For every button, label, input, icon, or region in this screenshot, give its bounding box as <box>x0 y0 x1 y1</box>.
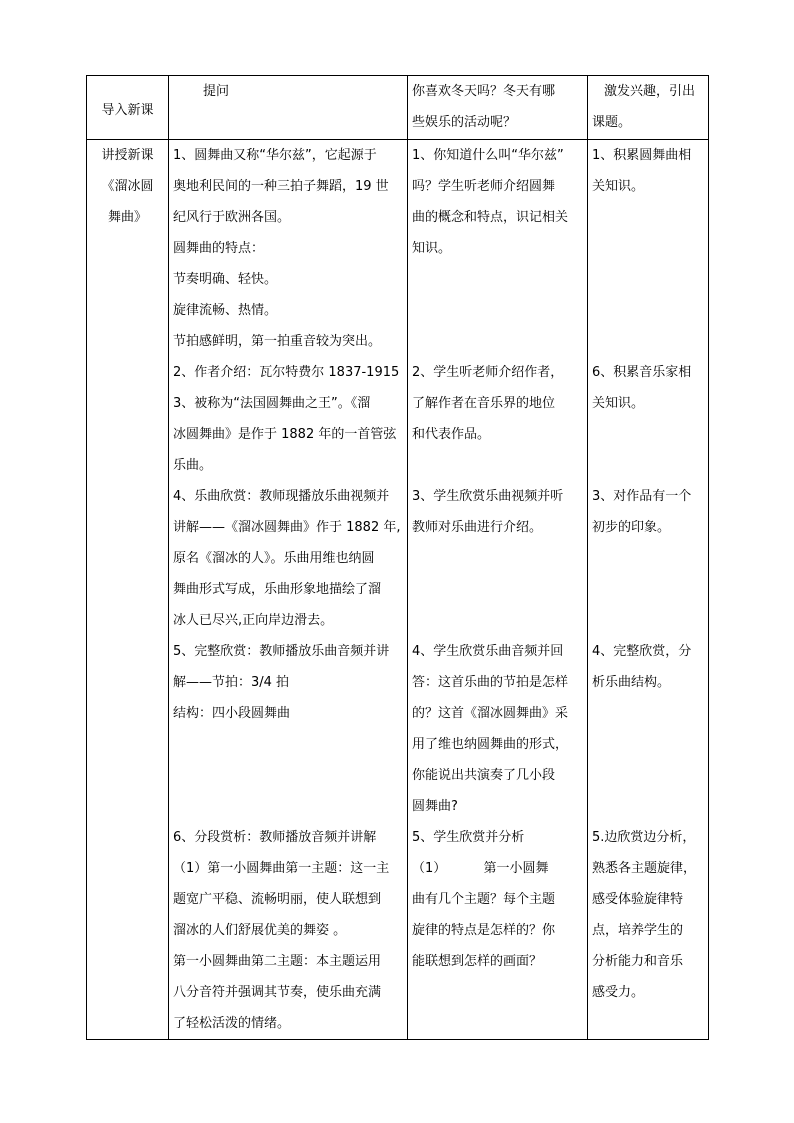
student-line: 4、学生欣赏乐曲音频并回 <box>412 644 564 659</box>
goal-line: 4、完整欣赏，分 <box>592 644 692 659</box>
goal-line: 3、对作品有一个 <box>592 489 692 504</box>
student-line: 的？这首《溜冰圆舞曲》采 <box>412 706 569 721</box>
intro-goal-line: 激发兴趣，引出 <box>604 84 696 99</box>
student-line: 教师对乐曲进行介绍。 <box>412 520 543 535</box>
teacher-line: 纪风行于欧洲各国。 <box>173 210 291 225</box>
student-line: 旋律的特点是怎样的？你 <box>412 923 556 938</box>
teacher-line: 舞曲形式写成，乐曲形象地描绘了溜 <box>173 582 382 597</box>
teacher-line: 6、分段赏析：教师播放音频并讲解 <box>173 830 377 845</box>
main-row <box>87 140 709 1040</box>
main-stage-line: 讲授新课 <box>101 148 154 163</box>
intro-stage-cell <box>87 76 169 140</box>
main-stage-line: 舞曲》 <box>107 210 147 225</box>
student-line: 和代表作品。 <box>412 427 491 442</box>
teacher-line: 冰圆舞曲》是作于 1882 年的一首管弦 <box>173 427 397 442</box>
teacher-line: 题宽广平稳、流畅明丽，使人联想到 <box>173 892 382 907</box>
teacher-line: 奥地利民间的一种三拍子舞蹈，19 世 <box>173 179 389 194</box>
teacher-activity-cell <box>169 140 408 1040</box>
teacher-section-1 <box>173 140 403 326</box>
intro-activity: 提问 <box>203 84 230 99</box>
teacher-line: 冰人已尽兴,正向岸边滑去。 <box>173 613 334 628</box>
teacher-line: 旋律流畅、热情。 <box>173 303 278 318</box>
student-line: 用了维也纳圆舞曲的形式， <box>412 737 569 752</box>
goal-section-5 <box>592 822 704 1008</box>
student-line: 3、学生欣赏乐曲视频并听 <box>412 489 564 504</box>
intro-stage: 导入新课 <box>101 103 154 118</box>
intro-student-cell <box>408 76 588 140</box>
teacher-line: 节拍感鲜明，第一拍重音较为突出。 <box>173 334 382 349</box>
intro-row <box>87 76 709 140</box>
teacher-line: 3、被称为“法国圆舞曲之王”。《溜 <box>173 396 371 411</box>
goal-line: 感受体验旋律特 <box>592 892 684 907</box>
teacher-line: 乐曲。 <box>173 458 213 473</box>
intro-goal-line: 课题。 <box>592 115 632 130</box>
design-intent-cell <box>588 140 709 1040</box>
goal-line: 分析能力和音乐 <box>592 954 684 969</box>
goal-section-1 <box>592 140 704 357</box>
student-section-2 <box>412 357 583 481</box>
teacher-section-3 <box>173 481 403 636</box>
intro-student-line: 你喜欢冬天吗？冬天有哪 <box>412 84 556 99</box>
student-activity-cell <box>408 140 588 1040</box>
goal-line: 6、积累音乐家相 <box>592 365 692 380</box>
teacher-line: 第一小圆舞曲第二主题：本主题运用 <box>173 954 382 969</box>
goal-line: 5.边欣赏边分析， <box>592 830 696 845</box>
goal-section-3 <box>592 481 704 636</box>
student-line: 吗？学生听老师介绍圆舞 <box>412 179 556 194</box>
teacher-line: 4、乐曲欣赏：教师现播放乐曲视频并 <box>173 489 390 504</box>
student-line: 曲有几个主题？每个主题 <box>412 892 556 907</box>
teacher-line: 讲解——《溜冰圆舞曲》作于 1882 年, <box>173 520 401 535</box>
teacher-line: 溜冰的人们舒展优美的舞姿 。 <box>173 923 347 938</box>
student-section-5 <box>412 822 583 977</box>
intro-student-line: 些娱乐的活动呢？ <box>412 115 517 130</box>
goal-line: 析乐曲结构。 <box>592 675 671 690</box>
teacher-line: 了轻松活泼的情绪。 <box>173 1016 291 1031</box>
goal-line: 感受力。 <box>592 985 645 1000</box>
teacher-section-2 <box>173 357 403 481</box>
teacher-line: 圆舞曲的特点： <box>173 241 265 256</box>
lesson-plan-table <box>86 75 709 1040</box>
teacher-section-5 <box>173 822 403 1039</box>
main-stage-line: 《溜冰圆 <box>101 179 154 194</box>
goal-line: 1、积累圆舞曲相 <box>592 148 692 163</box>
student-line: 1、你知道什么叫“华尔兹” <box>412 148 564 163</box>
intro-goal-cell <box>588 76 709 140</box>
goal-section-2 <box>592 357 704 481</box>
teacher-line: 原名《溜冰的人》。乐曲用维也纳圆 <box>173 551 375 566</box>
teacher-line: 2、作者介绍：瓦尔特费尔 1837-1915 <box>173 365 400 380</box>
teacher-line: 5、完整欣赏：教师播放乐曲音频并讲 <box>173 644 390 659</box>
student-line: （1） 第一小圆舞 <box>412 861 549 876</box>
intro-activity-cell <box>169 76 408 140</box>
teacher-line: （1）第一小圆舞曲第一主题：这一主 <box>173 861 390 876</box>
student-line: 你能说出共演奏了几小段 <box>412 768 556 783</box>
student-line: 知识。 <box>412 241 452 256</box>
goal-line: 点，培养学生的 <box>592 923 684 938</box>
student-section-3 <box>412 481 583 636</box>
student-line: 了解作者在音乐界的地位 <box>412 396 556 411</box>
goal-line: 关知识。 <box>592 396 645 411</box>
teacher-line: 解——节拍：3/4 拍 <box>173 675 290 690</box>
teacher-line: 1、圆舞曲又称“华尔兹”，它起源于 <box>173 148 377 163</box>
student-section-1 <box>412 140 583 357</box>
teacher-line: 八分音符并强调其节奏，使乐曲充满 <box>173 985 382 1000</box>
student-line: 能联想到怎样的画面？ <box>412 954 543 969</box>
student-line: 答：这首乐曲的节拍是怎样 <box>412 675 569 690</box>
student-line: 5、学生欣赏并分析 <box>412 830 525 845</box>
goal-section-4 <box>592 636 704 822</box>
goal-line: 初步的印象。 <box>592 520 671 535</box>
goal-line: 熟悉各主题旋律， <box>592 861 697 876</box>
goal-line: 关知识。 <box>592 179 645 194</box>
student-line: 2、学生听老师介绍作者， <box>412 365 564 380</box>
student-line: 圆舞曲? <box>412 799 458 814</box>
student-line: 曲的概念和特点，识记相关 <box>412 210 569 225</box>
teacher-line: 节奏明确、轻快。 <box>173 272 278 287</box>
student-section-4 <box>412 636 583 822</box>
teacher-section-4 <box>173 636 403 822</box>
main-stage-cell <box>87 140 169 1040</box>
teacher-line: 结构：四小段圆舞曲 <box>173 706 291 721</box>
